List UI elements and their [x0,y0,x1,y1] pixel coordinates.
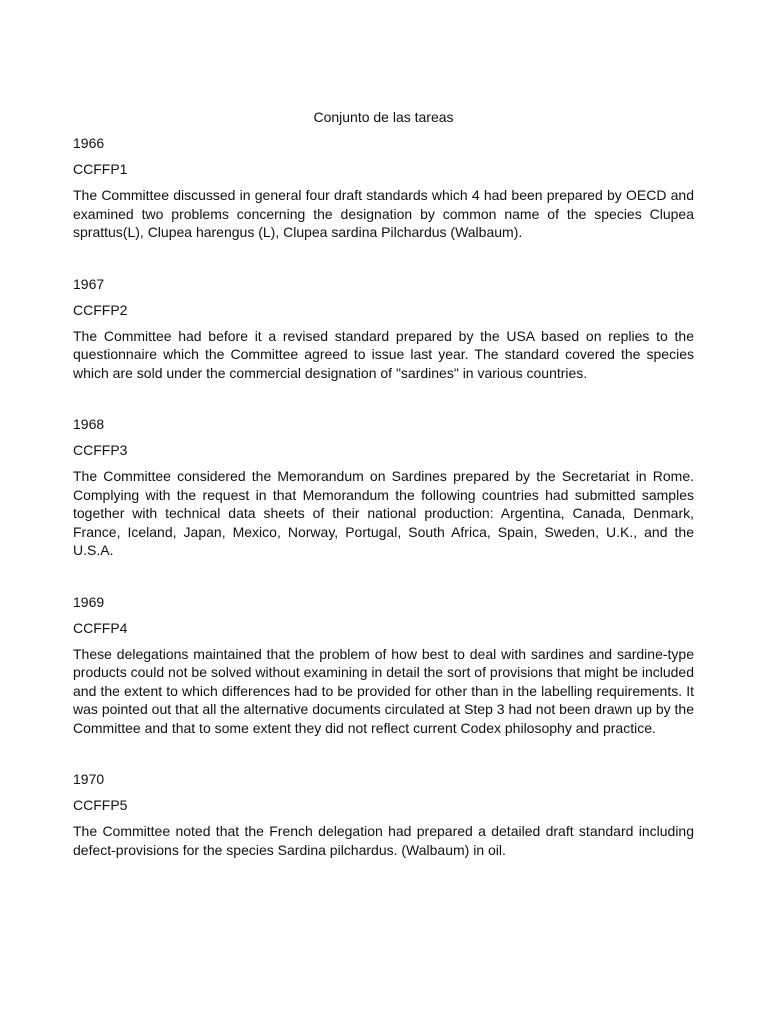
entry-1966 [73,134,694,242]
entry-text: The Committee noted that the French delegation had prepared a detailed draft standard including defect-provisions for the species Sardina pilchardus. (Walbaum) in oil. [73,823,694,858]
entry-text: The Committee discussed in general four draft standards which 4 had been prepared by OECD and examined two problems concerning the designation by common name of the species Clupea sprattus(L), Clupea harengus (L), Clupea sardina Pilchardus (Walbaum). [73,187,694,240]
entry-year: 1966 [73,135,105,151]
document-title: Conjunto de las tareas [313,109,454,125]
entry-code: CCFFP4 [73,619,128,636]
entry-year: 1968 [73,416,105,432]
entry-text: The Committee considered the Memorandum on Sardines prepared by the Secretariat in Rome. Complying with the request in that Memorandum the following countries had submitted samples together with technical data sheets of their national production: Argentina, Canada, Denmark, France, Iceland, Japan, Mexico, Norway, Portugal, South Africa, Spain, Sweden, U.K., and the U.S.A. [73,468,694,558]
entry-1970 [73,770,694,859]
entry-code: CCFFP2 [73,301,128,318]
entry-code: CCFFP1 [73,161,128,177]
entry-code: CCFFP5 [73,797,128,813]
entry-year: 1969 [73,593,105,610]
entry-year: 1967 [73,275,105,292]
entry-text: The Committee had before it a revised standard prepared by the USA based on replies to the questionnaire which the Committee agreed to issue last year. The standard covered the species which are sold under the commercial designation of "sardines" in various countries. [73,327,694,381]
entry-1967 [73,275,694,383]
entry-1968 [73,415,694,560]
entry-year: 1970 [73,771,105,787]
entry-text: These delegations maintained that the problem of how best to deal with sardines and sardine-type products could not be solved without examining in detail the sort of provisions that might be included and the extent to which differences had to be provided for other than in the labelling requirements. It was pointed out that all the alternative documents circulated at Step 3 had not been drawn up by the Committee and that to some extent they did not reflect current Codex philosophy and practice. [73,645,694,736]
entry-code: CCFFP3 [73,442,128,458]
entry-1969 [73,593,694,738]
